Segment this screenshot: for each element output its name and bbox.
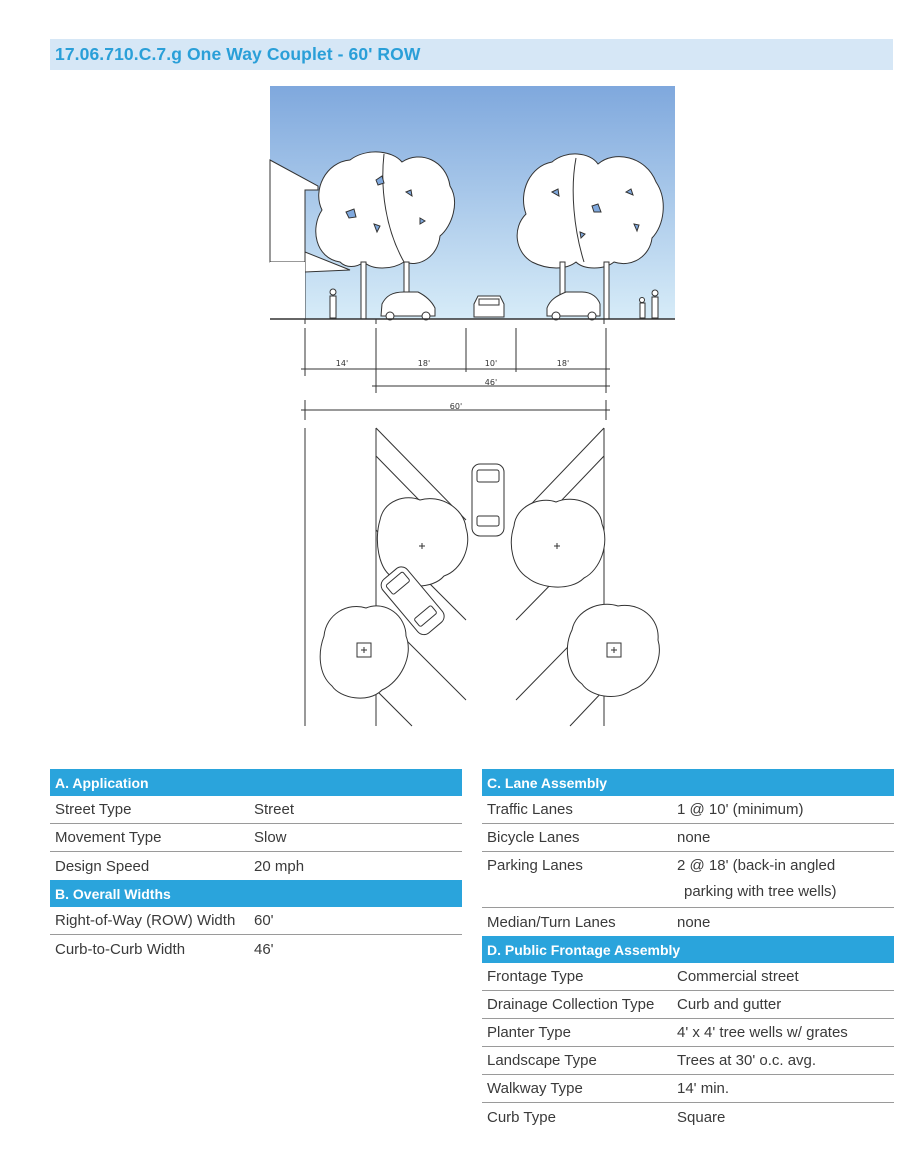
row-label: Drainage Collection Type — [487, 996, 655, 1013]
table-row — [482, 991, 894, 1019]
page-title: 17.06.710.C.7.g One Way Couplet - 60' ROW — [55, 44, 421, 64]
table-row — [482, 1047, 894, 1075]
table-row — [482, 852, 894, 908]
row-value: none — [677, 829, 711, 846]
row-value: 1 @ 10' (minimum) — [677, 801, 804, 818]
public-frontage-heading: D. Public Frontage Assembly — [482, 936, 894, 963]
application-heading: A. Application — [50, 769, 462, 796]
row-value: Square — [677, 1108, 726, 1126]
dim-curb-to-curb: 46' — [484, 378, 498, 387]
table-row — [482, 824, 894, 852]
row-label: Planter Type — [487, 1024, 571, 1041]
dim-sidewalk: 14' — [335, 359, 349, 368]
table-row — [50, 796, 462, 824]
row-value: Trees at 30' o.c. avg. — [677, 1052, 817, 1069]
row-label: Bicycle Lanes — [487, 829, 580, 846]
row-label: Frontage Type — [487, 968, 584, 985]
row-label: Traffic Lanes — [487, 801, 573, 818]
row-value: 20 mph — [254, 857, 305, 875]
lane-assembly-heading: C. Lane Assembly — [482, 769, 894, 796]
table-row — [50, 935, 462, 963]
row-label: Street Type — [55, 801, 132, 818]
dim-row: 60' — [449, 402, 463, 411]
row-value: Street — [254, 801, 295, 818]
row-label: Curb-to-Curb Width — [55, 940, 186, 958]
table-row — [50, 907, 462, 935]
row-value: 46' — [254, 940, 274, 958]
row-value-line1: 2 @ 18' (back-in angled — [677, 857, 836, 874]
row-label: Landscape Type — [487, 1052, 597, 1069]
row-label: Median/Turn Lanes — [487, 913, 616, 931]
table-row — [482, 908, 894, 936]
overall-widths-heading: B. Overall Widths — [50, 880, 462, 907]
car-center-section — [474, 296, 504, 317]
table-left-column — [50, 769, 462, 963]
table-row — [482, 796, 894, 824]
row-value — [677, 857, 837, 900]
row-value: 14' min. — [677, 1080, 730, 1097]
dim-parking-right: 18' — [556, 359, 570, 368]
table-row — [482, 1075, 894, 1103]
row-label: Walkway Type — [487, 1080, 583, 1097]
row-value: Curb and gutter — [677, 996, 782, 1013]
table-row — [482, 1103, 894, 1131]
row-label: Design Speed — [55, 857, 150, 875]
row-value: 60' — [254, 912, 274, 929]
table-right-column — [482, 769, 894, 1131]
row-label: Parking Lanes — [487, 857, 583, 874]
row-label: Movement Type — [55, 829, 162, 846]
row-value: 4' x 4' tree wells w/ grates — [677, 1024, 848, 1041]
section-elevation — [270, 86, 675, 324]
row-value: Commercial street — [677, 968, 799, 985]
row-value: none — [677, 913, 711, 931]
table-row — [482, 1019, 894, 1047]
row-value-line2: parking with tree wells) — [684, 883, 837, 900]
table-row — [482, 963, 894, 991]
row-value: Slow — [254, 829, 287, 846]
row-label: Right-of-Way (ROW) Width — [55, 912, 236, 929]
tree-well-right-inner — [511, 499, 604, 587]
table-row — [50, 824, 462, 852]
dim-travel-lane: 10' — [484, 359, 498, 368]
row-label: Curb Type — [487, 1108, 556, 1126]
dim-parking-left: 18' — [417, 359, 431, 368]
table-row — [50, 852, 462, 880]
dimension-labels — [336, 359, 569, 411]
